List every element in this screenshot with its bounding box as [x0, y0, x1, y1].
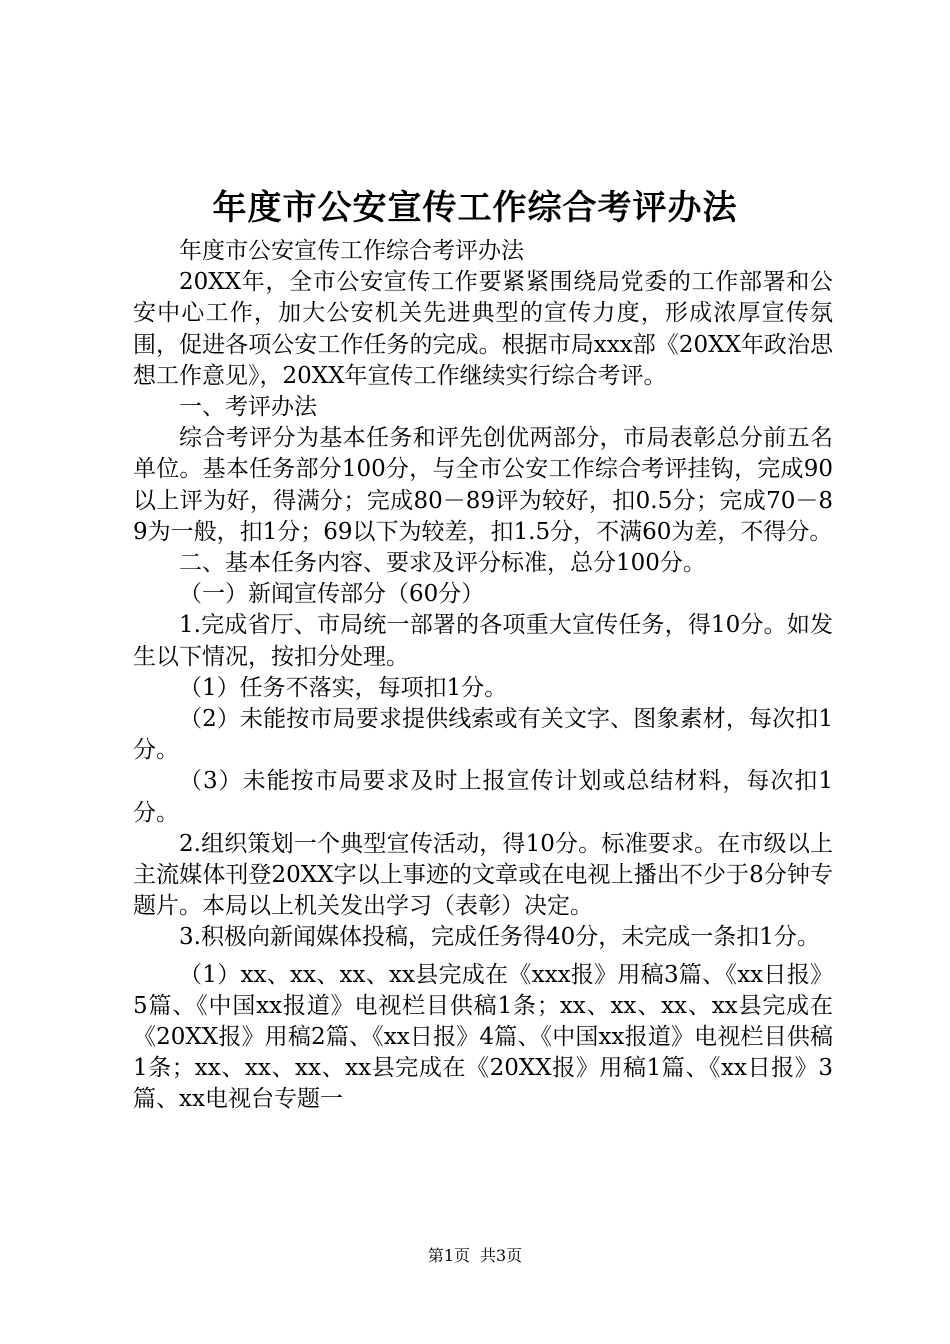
page-number-current: 第1页: [427, 1246, 470, 1265]
sub-item-1-paragraph: （1）任务不落实，每项扣1分。: [179, 674, 508, 701]
subsection-heading-news: （一）新闻宣传部分（60分）: [179, 581, 485, 608]
sub-item-2-paragraph: （2）未能按市局要求提供线索或有关文字、图象素材，每次扣1分。: [133, 706, 833, 764]
document-body: [133, 236, 833, 1116]
section-heading-tasks: 二、基本任务内容、要求及评分标准，总分100分。: [179, 550, 706, 577]
page-footer: [0, 1246, 950, 1266]
method-paragraph: 综合考评分为基本任务和评先创优两部分，市局表彰总分前五名单位。基本任务部分100分，与全市公安工作综合考评挂钩，完成90以上评为好，得满分；完成80－89评为较好，扣0.5分；完成70－89为一般，扣1分；69以下为较差，扣1.5分，不满60为差，不得分。: [133, 425, 833, 545]
item-3-sub-1-paragraph: （1）xx、xx、xx、xx县完成在《xxx报》用稿3篇、《xx日报》5篇、《中国xx报道》电视栏目供稿1条；xx、xx、xx、xx县完成在《20XX报》用稿2篇、《xx日报》4篇、《中国xx报道》电视栏目供稿1条；xx、xx、xx、xx县完成在《20XX报》用稿1篇、《xx日报》3篇、xx电视台专题一: [133, 961, 833, 1113]
page-number-total: 共3页: [480, 1246, 523, 1265]
sub-item-3-paragraph: （3）未能按市局要求及时上报宣传计划或总结材料，每次扣1分。: [133, 768, 833, 826]
document-title: 年度市公安宣传工作综合考评办法: [212, 188, 738, 228]
subtitle-paragraph: 年度市公安宣传工作综合考评办法: [179, 238, 524, 264]
item-2-paragraph: 2.组织策划一个典型宣传活动，得10分。标准要求。在市级以上主流媒体刊登20XX字以上事迹的文章或在电视上播出不少于8分钟专题片。本局以上机关发出学习（表彰）决定。: [133, 830, 833, 920]
item-1-paragraph: 1.完成省厅、市局统一部署的各项重大宣传任务，得10分。如发生以下情况，按扣分处理。: [133, 612, 833, 670]
intro-paragraph: 20XX年，全市公安宣传工作要紧紧围绕局党委的工作部署和公安中心工作，加大公安机关先进典型的宣传力度，形成浓厚宣传氛围，促进各项公安工作任务的完成。根据市局xxx部《20XX年政治思想工作意见》，20XX年宣传工作继续实行综合考评。: [133, 269, 833, 389]
item-3-paragraph: 3.积极向新闻媒体投稿，完成任务得40分，未完成一条扣1分。: [179, 924, 820, 951]
section-heading-method: 一、考评办法: [179, 394, 317, 421]
